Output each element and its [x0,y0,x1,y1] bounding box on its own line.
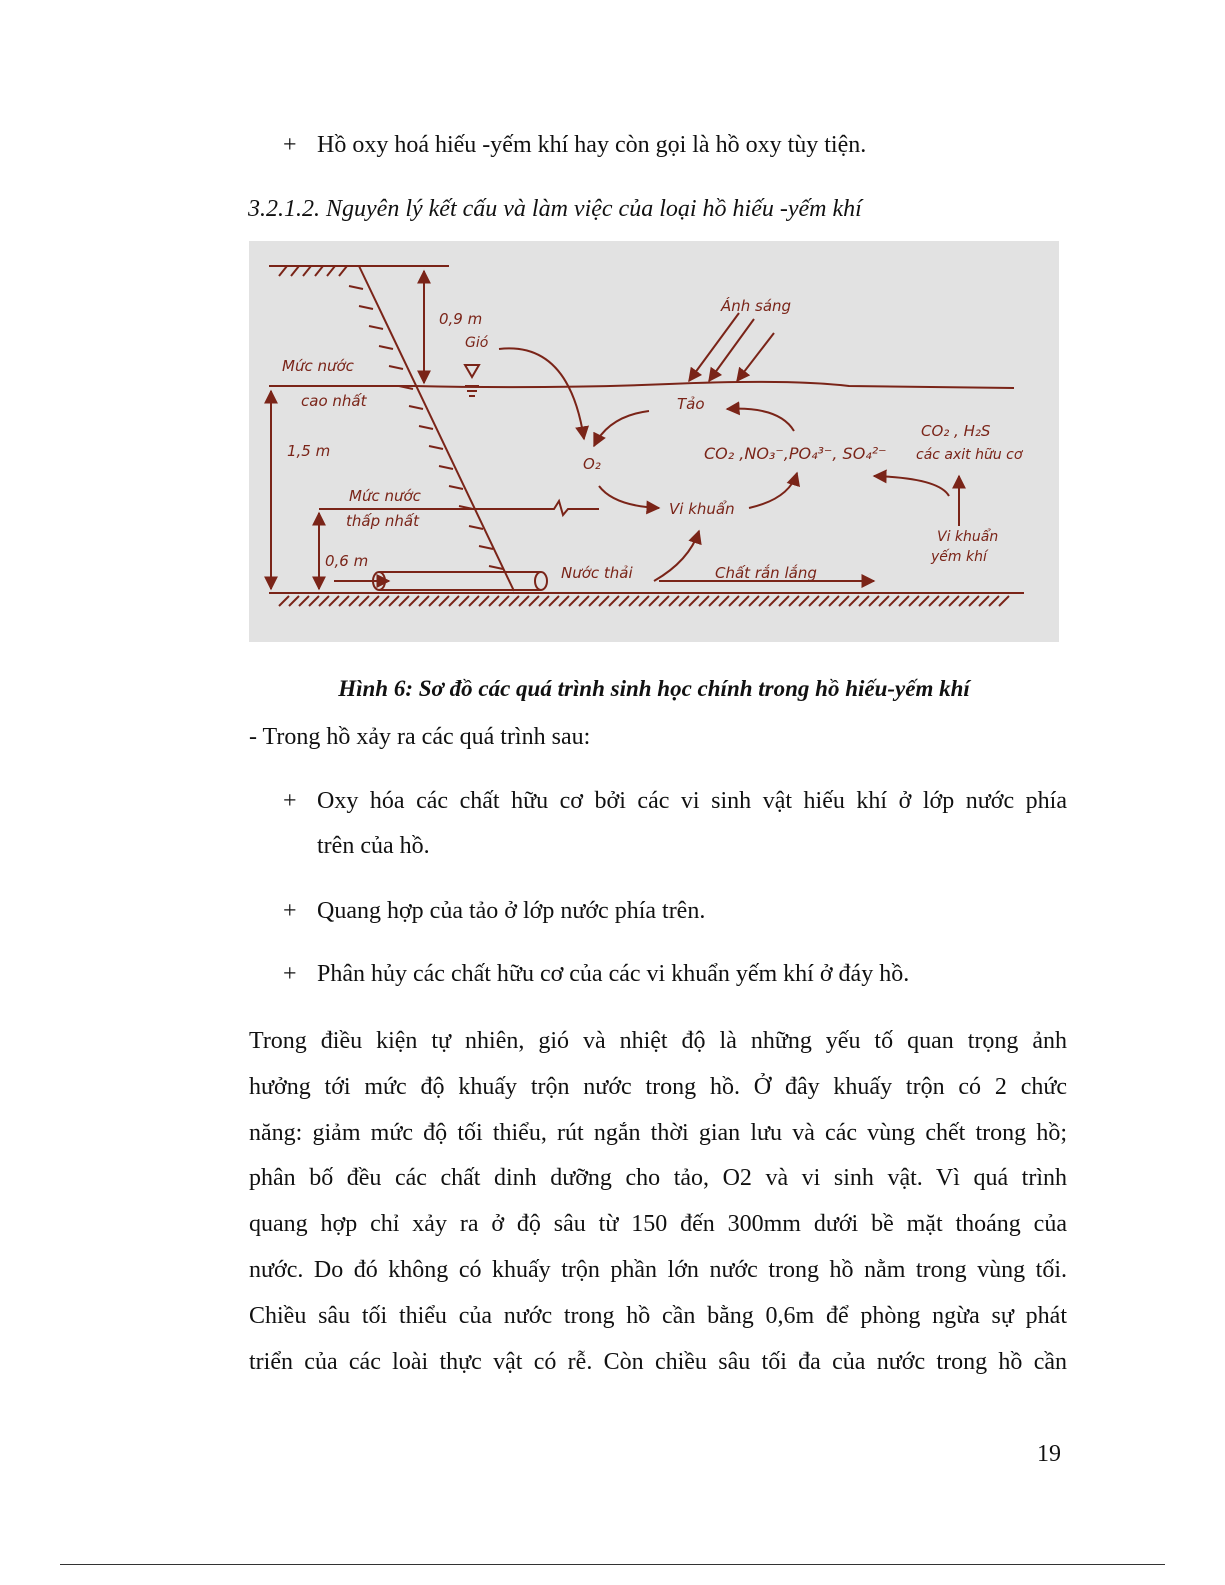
wind-arrow [499,348,584,439]
embankment-slope [359,266,514,591]
nutrients-to-algae-arrow [727,409,794,431]
label-max-level-1: Mức nước [282,357,354,375]
water-surface-max [269,382,1014,388]
figure-diagram [249,241,1059,642]
oxygen-to-bacteria-arrow [599,486,659,508]
label-wind: Gió [465,335,489,351]
paragraph-line: Chiều sâu tối thiểu của nước trong hồ cần bằng 0,6m để phòng ngừa sự phát [249,1302,1067,1329]
paragraph-line: hưởng tới mức độ khuấy trộn nước trong hồ. Ở đây khuấy trộn có 2 chức [249,1073,1067,1100]
wastewater-arrow [654,531,699,581]
process-bullet-symbol: + [283,788,297,814]
bacteria-to-nutrients-arrow [749,473,797,508]
paragraph-line: triển của các loài thực vật có rễ. Còn chiều sâu tối đa của nước trong hồ cần [249,1348,1067,1375]
pond-process-diagram [249,241,1059,642]
label-light: Ánh sáng [721,297,792,315]
sunlight-arrow [689,313,739,381]
label-min-level-1: Mức nước [349,487,421,505]
bullet-text: Hồ oxy hoá hiếu -yếm khí hay còn gọi là hồ oxy tùy tiện. [317,132,867,158]
label-oxygen: O₂ [583,455,601,473]
page-number: 19 [1037,1441,1061,1467]
water-level-symbol [465,365,479,377]
pipe-outlet [535,572,547,590]
sunlight-arrow [737,333,774,381]
label-gases-2: các axit hữu cơ [916,447,1023,463]
gases-arrow [874,476,949,496]
paragraph-line: quang hợp chỉ xảy ra ở độ sâu từ 150 đến 300mm dưới bề mặt thoáng của [249,1211,1067,1238]
label-sludge: Chất rắn lắng [715,564,817,582]
process-bullet-symbol: + [283,898,297,924]
process-bullet-symbol: + [283,961,297,987]
label-wastewater: Nước thải [561,564,633,582]
label-max-level-2: cao nhất [301,392,367,410]
label-algae: Tảo [677,395,705,413]
body-paragraph [249,1019,1067,1385]
top-ground-hatch [279,266,347,276]
process-text-line2: trên của hồ. [317,833,430,859]
figure-caption: Hình 6: Sơ đồ các quá trình sinh học chính trong hồ hiếu-yếm khí [338,676,970,701]
process-text-line1: Oxy hóa các chất hữu cơ bởi các vi sinh vật hiếu khí ở lớp nước phía [317,788,1067,814]
pond-bottom-hatch [279,596,1009,606]
label-nutrients: CO₂ ,NO₃⁻,PO₄³⁻, SO₄²⁻ [704,444,887,463]
label-gases-1: CO₂ , H₂S [921,422,991,440]
algae-to-oxygen-arrow [594,411,649,446]
intro-line: - Trong hồ xảy ra các quá trình sau: [249,724,591,750]
label-depth-top: 0,9 m [439,310,483,328]
label-depth-bottom: 0,6 m [325,552,369,570]
paragraph-line: Trong điều kiện tự nhiên, gió và nhiệt độ là những yếu tố quan trọng ảnh [249,1028,1067,1054]
label-depth-total: 1,5 m [287,442,331,460]
label-anaerobic-2: yếm khí [931,549,987,565]
label-min-level-2: thấp nhất [346,512,419,530]
paragraph-line: nước. Do đó không có khuấy trộn phần lớn nước trong hồ nằm trong vùng tối. [249,1256,1067,1283]
label-anaerobic-1: Vi khuẩn [937,529,999,545]
paragraph-line: năng: giảm mức độ tối thiểu, rút ngắn thời gian lưu và các vùng chết trong hồ; [249,1119,1067,1146]
sunlight-arrow [709,319,754,381]
process-text: Quang hợp của tảo ở lớp nước phía trên. [317,898,706,924]
paragraph-line: phân bố đều các chất dinh dưỡng cho tảo, O2 và vi sinh vật. Vì quá trình [249,1165,1067,1192]
section-heading: 3.2.1.2. Nguyên lý kết cấu và làm việc của loại hồ hiếu -yếm khí [248,196,862,222]
label-bacteria: Vi khuẩn [669,500,735,518]
bullet-symbol: + [283,132,297,158]
process-text: Phân hủy các chất hữu cơ của các vi khuẩn yếm khí ở đáy hồ. [317,961,910,987]
bottom-rule [60,1564,1165,1565]
